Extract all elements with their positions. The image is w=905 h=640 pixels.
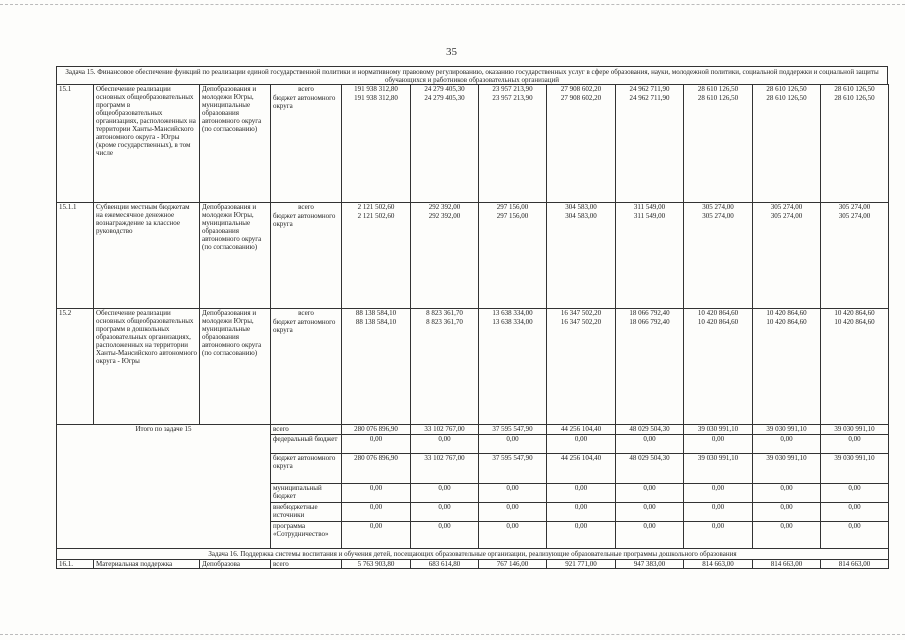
funding-source: внебюджетные источники (271, 503, 342, 522)
total-amount (342, 309, 411, 425)
year-amount (616, 85, 684, 203)
amount-source: 10 420 864,60 (697, 318, 739, 326)
year-amount: 814 663,00 (684, 560, 753, 569)
total-value: 44 256 104,40 (547, 454, 616, 484)
funding-source (271, 309, 342, 425)
total-value: 39 030 991,10 (684, 454, 753, 484)
executor: Депобразования и молодежи Югры, муниципальные образования автономного округа (по согласованию) (200, 203, 271, 309)
totals-row (57, 425, 889, 435)
total-value: 0,00 (684, 522, 753, 549)
total-value: 33 102 767,00 (411, 425, 479, 435)
source-label: бюджет автономного округа (273, 318, 336, 334)
amount-source: 297 156,00 (496, 212, 529, 220)
budget-table (56, 84, 889, 569)
total-value: 39 030 991,10 (821, 425, 889, 435)
year-amount (684, 203, 753, 309)
executor: Депобразования и молодежи Югры, муниципальные образования автономного округа (по согласованию) (200, 309, 271, 425)
funding-source (271, 85, 342, 203)
funding-source: бюджет автономного округа (271, 454, 342, 484)
total-value: 0,00 (411, 522, 479, 549)
total-value: 0,00 (547, 435, 616, 454)
total-amount (342, 85, 411, 203)
year-amount (753, 203, 821, 309)
executor: Депобразования и молодежи Югры, муниципальные образования автономного округа (по согласованию) (200, 85, 271, 203)
year-amount (479, 85, 547, 203)
amount-source: 304 583,00 (565, 212, 597, 220)
source-total-label: всего (298, 309, 314, 317)
amount-all: 292 392,00 (428, 203, 461, 211)
total-value: 48 029 504,30 (616, 454, 684, 484)
amount-all: 23 957 213,90 (492, 85, 533, 93)
total-value: 0,00 (616, 435, 684, 454)
amount-all: 27 908 602,20 (560, 85, 602, 93)
total-value: 0,00 (411, 503, 479, 522)
task16-header: Задача 16. Поддержка системы воспитания и обучения детей, посещающих образовательные организации, реализующие образовательные программы дошкольного образования (57, 549, 889, 560)
funding-source (271, 203, 342, 309)
amount-source: 13 638 334,00 (492, 318, 533, 326)
total-value: 0,00 (342, 484, 411, 503)
total-value: 0,00 (821, 484, 889, 503)
total-value: 0,00 (411, 484, 479, 503)
scan-bottom-edge (0, 634, 905, 635)
year-amount (821, 203, 889, 309)
total-value: 44 256 104,40 (547, 425, 616, 435)
total-value: 0,00 (684, 503, 753, 522)
funding-source: федеральный бюджет (271, 435, 342, 454)
year-amount (821, 309, 889, 425)
year-amount (411, 203, 479, 309)
amount-source: 191 938 312,80 (354, 94, 398, 102)
total-value: 0,00 (821, 503, 889, 522)
measure-name: Обеспечение реализации основных общеобразовательных программ в общеобразовательных организациях, расположенных на территории Ханты-Мансийского автономного округа - Югры (кроме государственных), в том числе (94, 85, 200, 203)
amount-source: 27 908 602,20 (560, 94, 602, 102)
total-value: 280 076 896,90 (342, 454, 411, 484)
amount-source: 28 610 126,50 (834, 94, 875, 102)
amount-all: 304 583,00 (565, 203, 597, 211)
funding-source: всего (271, 425, 342, 435)
year-amount (616, 203, 684, 309)
total-value: 39 030 991,10 (753, 454, 821, 484)
total-value: 0,00 (479, 503, 547, 522)
source-total-label: всего (298, 85, 314, 93)
year-amount (753, 309, 821, 425)
total-value: 0,00 (616, 522, 684, 549)
amount-all: 88 138 584,10 (355, 309, 397, 317)
amount-all: 8 823 361,70 (426, 309, 463, 317)
source-total-label: всего (298, 203, 314, 211)
total-value: 0,00 (411, 435, 479, 454)
total-value: 0,00 (547, 503, 616, 522)
total-value: 37 595 547,90 (479, 454, 547, 484)
year-amount (753, 85, 821, 203)
amount-source: 88 138 584,10 (355, 318, 397, 326)
row-number: 15.1 (57, 85, 94, 203)
total-value: 0,00 (821, 522, 889, 549)
total-value: 280 076 896,90 (342, 425, 411, 435)
amount-all: 16 347 502,20 (560, 309, 602, 317)
amount-all: 297 156,00 (496, 203, 529, 211)
year-amount: 921 771,00 (547, 560, 616, 569)
amount-source: 28 610 126,50 (697, 94, 739, 102)
amount-all: 18 066 792,40 (629, 309, 670, 317)
amount-all: 305 274,00 (770, 203, 803, 211)
amount-all: 305 274,00 (702, 203, 734, 211)
total-value: 0,00 (342, 435, 411, 454)
source-label: бюджет автономного округа (273, 212, 336, 228)
year-amount: 767 146,00 (479, 560, 547, 569)
year-amount (547, 203, 616, 309)
total-value: 0,00 (821, 435, 889, 454)
amount-source: 16 347 502,20 (560, 318, 602, 326)
total-value: 0,00 (547, 522, 616, 549)
amount-source: 292 392,00 (428, 212, 461, 220)
total-value: 0,00 (684, 484, 753, 503)
source-label: бюджет автономного округа (273, 94, 336, 110)
total-value: 37 595 547,90 (479, 425, 547, 435)
row-number: 15.1.1 (57, 203, 94, 309)
amount-all: 2 121 502,60 (357, 203, 395, 211)
funding-source: программа «Сотрудничество» (271, 522, 342, 549)
total-value: 33 102 767,00 (411, 454, 479, 484)
total-value: 0,00 (753, 435, 821, 454)
amount-source: 2 121 502,60 (357, 212, 395, 220)
amount-source: 305 274,00 (838, 212, 871, 220)
total-value: 0,00 (616, 484, 684, 503)
total-value: 0,00 (616, 503, 684, 522)
measure-name: Обеспечение реализации основных общеобразовательных программ в дошкольных образовательных организациях, расположенных на территории Ханты-Мансийского автономного округа - Югры (94, 309, 200, 425)
scan-top-edge (0, 4, 905, 5)
page-number: 35 (446, 46, 457, 58)
amount-source: 23 957 213,90 (492, 94, 533, 102)
task15-header: Задача 15. Финансовое обеспечение функций по реализации единой государственной политики и нормативному правовому регулированию, оказанию государственных услуг в сфере образования, науки, молодежной политики, социальной поддержки и социальной защиты обучающихся и работников образовательных организаций (56, 66, 888, 84)
totals-label: Итого по задаче 15 (57, 425, 271, 549)
funding-source: всего (271, 560, 342, 569)
total-value: 0,00 (342, 503, 411, 522)
amount-all: 28 610 126,50 (766, 85, 807, 93)
row-number: 16.1. (57, 560, 94, 569)
total-value: 0,00 (753, 484, 821, 503)
amount-all: 24 279 405,30 (424, 85, 465, 93)
year-amount (479, 309, 547, 425)
total-value: 0,00 (684, 435, 753, 454)
year-amount: 814 663,00 (753, 560, 821, 569)
amount-all: 311 549,00 (633, 203, 666, 211)
amount-source: 10 420 864,60 (834, 318, 875, 326)
amount-source: 311 549,00 (633, 212, 666, 220)
total-value: 0,00 (753, 522, 821, 549)
amount-all: 10 420 864,60 (766, 309, 807, 317)
year-amount (479, 203, 547, 309)
total-value: 48 029 504,30 (616, 425, 684, 435)
total-value: 0,00 (342, 522, 411, 549)
table-row (57, 85, 889, 203)
year-amount: 814 663,00 (821, 560, 889, 569)
total-value: 0,00 (479, 522, 547, 549)
year-amount (684, 309, 753, 425)
year-amount (684, 85, 753, 203)
year-amount: 947 383,00 (616, 560, 684, 569)
measure-name: Субвенции местным бюджетам на ежемесячное денежное вознаграждение за классное руководство (94, 203, 200, 309)
year-amount: 5 763 903,80 (342, 560, 411, 569)
year-amount (547, 309, 616, 425)
total-value: 0,00 (479, 484, 547, 503)
amount-source: 8 823 361,70 (426, 318, 463, 326)
amount-all: 28 610 126,50 (697, 85, 739, 93)
amount-source: 28 610 126,50 (766, 94, 807, 102)
table-row (57, 203, 889, 309)
amount-all: 24 962 711,90 (629, 85, 670, 93)
measure-name: Материальная поддержка (94, 560, 200, 569)
year-amount (411, 85, 479, 203)
amount-source: 18 066 792,40 (629, 318, 670, 326)
amount-source: 24 279 405,30 (424, 94, 465, 102)
amount-all: 10 420 864,60 (697, 309, 739, 317)
total-value: 0,00 (479, 435, 547, 454)
amount-all: 10 420 864,60 (834, 309, 875, 317)
total-value: 39 030 991,10 (684, 425, 753, 435)
amount-all: 13 638 334,00 (492, 309, 533, 317)
task16-header-row (57, 549, 889, 560)
year-amount (821, 85, 889, 203)
table-row (57, 309, 889, 425)
total-value: 0,00 (547, 484, 616, 503)
amount-all: 305 274,00 (838, 203, 871, 211)
amount-source: 305 274,00 (702, 212, 734, 220)
year-amount (616, 309, 684, 425)
year-amount (411, 309, 479, 425)
amount-source: 10 420 864,60 (766, 318, 807, 326)
amount-source: 305 274,00 (770, 212, 803, 220)
budget-table-sheet (56, 66, 888, 569)
executor: Депобразова (200, 560, 271, 569)
total-value: 39 030 991,10 (821, 454, 889, 484)
funding-source: муниципальный бюджет (271, 484, 342, 503)
total-value: 0,00 (753, 503, 821, 522)
year-amount: 683 614,80 (411, 560, 479, 569)
total-amount (342, 203, 411, 309)
total-value: 39 030 991,10 (753, 425, 821, 435)
amount-all: 28 610 126,50 (834, 85, 875, 93)
amount-source: 24 962 711,90 (629, 94, 670, 102)
table-row (57, 560, 889, 569)
year-amount (547, 85, 616, 203)
amount-all: 191 938 312,80 (354, 85, 398, 93)
row-number: 15.2 (57, 309, 94, 425)
